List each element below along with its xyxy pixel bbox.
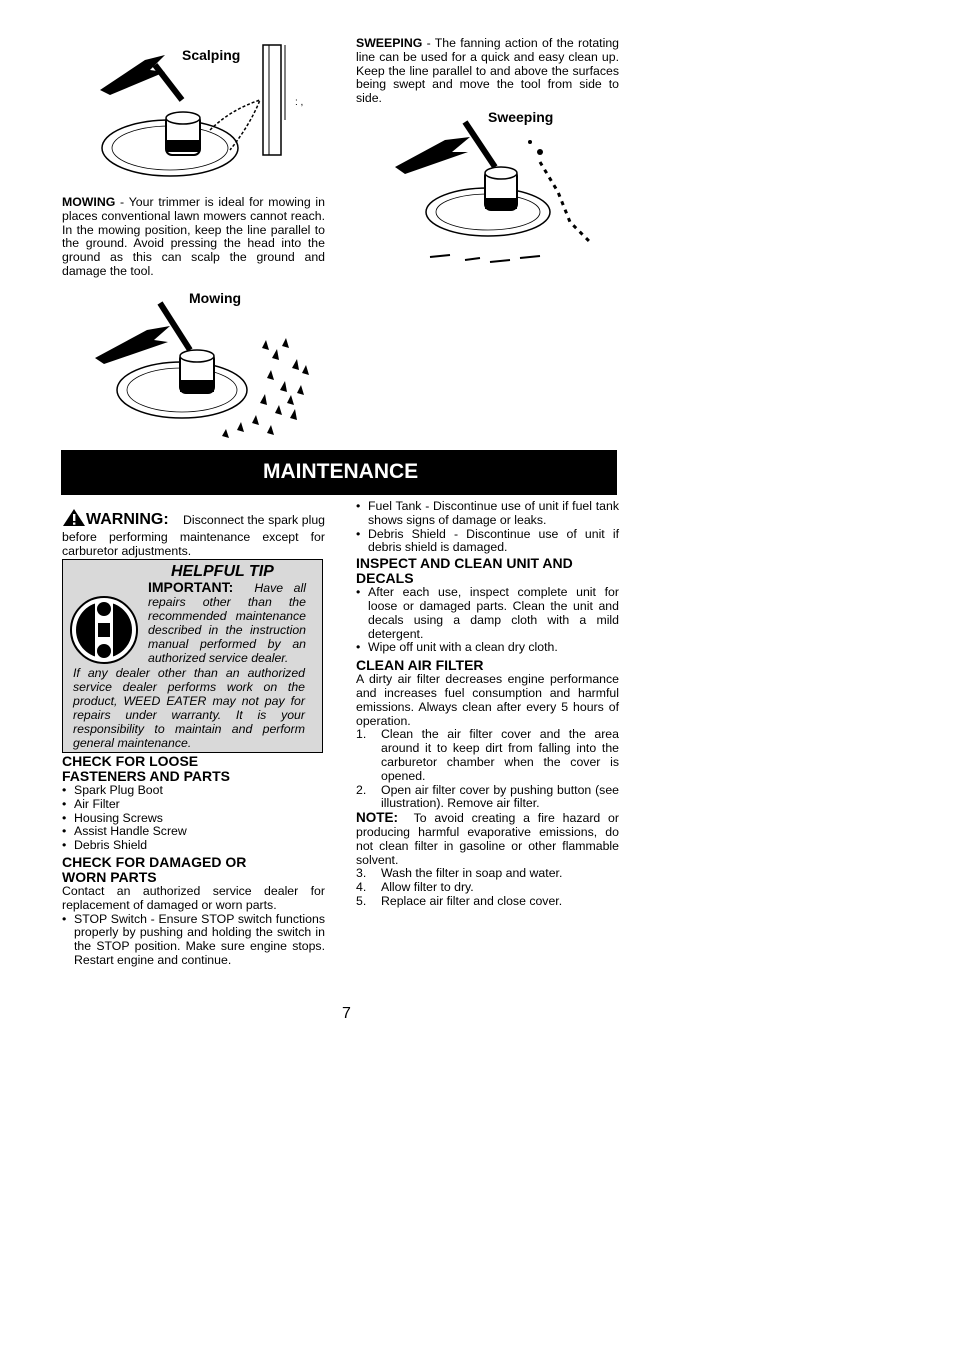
tip-body — [73, 667, 305, 750]
inspect-heading: INSPECT AND CLEAN UNIT AND DECALS — [356, 555, 573, 587]
mowing-illustration — [92, 298, 317, 446]
list-item — [356, 728, 619, 783]
step-text: Allow filter to dry. — [381, 880, 474, 895]
sweeping-illustration — [390, 112, 605, 272]
list-item: • Assist Handle Screw — [62, 825, 325, 839]
list-item: • After each use, inspect complete unit for loose or damaged parts. Clean the unit and decals using a damp cloth with a mild detergent. — [356, 586, 619, 641]
mowing-paragraph — [62, 196, 325, 279]
page-number: 7 — [342, 1005, 351, 1022]
mowing-body: - Your trimmer is ideal for mowing in places conventional lawn mowers cannot reach. In the mowing position, keep the line parallel to the ground. Avoid pressing the head into the ground as this can scalp the ground and damage the tool. — [62, 195, 325, 278]
step-text: Wash the filter in soap and water. — [381, 866, 563, 881]
list-item — [356, 867, 619, 881]
maintenance-banner — [61, 450, 617, 495]
air-filter-heading: CLEAN AIR FILTER — [356, 657, 484, 674]
sweeping-body: - The fanning action of the rotating line can be used for a quick and easy clean up. Keep the line parallel to and above the surfaces being swept and move the tool from side to side. — [356, 36, 619, 106]
list-item: • STOP Switch - Ensure STOP switch functions properly by pushing and holding the switch in the STOP position. Make sure engine stops. Restart engine and continue. — [62, 913, 325, 968]
tip-important — [148, 581, 306, 665]
note-paragraph — [356, 811, 619, 867]
warning-paragraph — [62, 508, 325, 558]
step-text: Replace air filter and close cover. — [381, 893, 563, 908]
step-text: Open air filter cover by pushing button (see illustration). Remove air filter. — [381, 782, 619, 811]
scalping-caption: Scalping — [182, 47, 241, 63]
air-filter-steps-b — [356, 867, 619, 908]
wrench-tip-icon — [69, 595, 139, 670]
air-filter-steps-a — [356, 728, 619, 811]
step-text: Clean the air filter cover and the area around it to keep dirt from falling into the carburetor chamber when the cover is opened. — [381, 727, 619, 783]
step-number: 2. — [356, 782, 367, 797]
helpful-tip-box — [62, 559, 323, 753]
mowing-caption: Mowing — [189, 290, 242, 306]
loose-heading-1: CHECK FOR LOOSE — [62, 753, 199, 769]
step-number: 5. — [356, 893, 367, 908]
sweeping-paragraph — [356, 37, 619, 106]
damaged-list-a — [62, 913, 325, 968]
note-body: To avoid creating a fire hazard or producing harmful evaporative emissions, do not clean filter in gasoline or other flammable solvent. — [356, 811, 619, 867]
step-number: 4. — [356, 880, 367, 895]
warning-block — [62, 508, 325, 558]
loose-list — [62, 784, 325, 853]
air-filter-intro: A dirty air filter decreases engine performance and increases fuel consumption and harmful emissions. Always clean after every 5 hours of operation. — [356, 672, 619, 728]
step-number: 1. — [356, 727, 367, 742]
right-column — [356, 500, 619, 909]
list-item — [356, 784, 619, 812]
list-item: • Air Filter — [62, 798, 325, 812]
svg-text:: ,: : , — [295, 97, 304, 108]
tip-important-paragraph — [148, 581, 306, 665]
list-item: • Debris Shield — [62, 839, 325, 853]
loose-heading-2: FASTENERS AND PARTS — [62, 768, 231, 784]
warning-label: WARNING: — [86, 511, 169, 528]
step-number: 3. — [356, 866, 367, 881]
helpful-tip-title: HELPFUL TIP — [171, 563, 274, 580]
sweeping-term: SWEEPING — [356, 36, 423, 50]
note-label: NOTE: — [356, 810, 398, 826]
damaged-heading-2: WORN PARTS — [62, 868, 157, 885]
list-item: • Spark Plug Boot — [62, 784, 325, 798]
tip-body-paragraph: If any dealer other than an authorized service dealer performs work on the product, WEED EATER may not pay for repairs under warranty. It is your responsibility to maintain and perform general maintenance. — [73, 666, 305, 750]
inspect-list — [356, 586, 619, 655]
damaged-list-b — [356, 500, 619, 555]
warning-body: Disconnect the spark plug before performing maintenance except for carburetor adjustments. — [62, 513, 325, 558]
list-item — [356, 881, 619, 895]
warning-triangle-icon — [62, 508, 86, 531]
tip-important-label: IMPORTANT: — [148, 579, 234, 595]
list-item — [356, 895, 619, 909]
list-item: • Wipe off unit with a clean dry cloth. — [356, 641, 619, 655]
damaged-body: Contact an authorized service dealer for replacement of damaged or worn parts. — [62, 883, 325, 912]
loose-fasteners-section — [62, 754, 325, 968]
tip-important-body: Have all repairs other than the recommended maintenance described in the instruction manual performed by an authorized service dealer. — [148, 581, 306, 665]
sweeping-caption: Sweeping — [488, 109, 554, 125]
list-item: • Debris Shield - Discontinue use of unit if debris shield is damaged. — [356, 528, 619, 556]
damaged-heading-1: CHECK FOR DAMAGED OR — [62, 853, 247, 870]
mowing-term: MOWING — [62, 195, 116, 209]
list-item: • Fuel Tank - Discontinue use of unit if fuel tank shows signs of damage or leaks. — [356, 500, 619, 528]
list-item: • Housing Screws — [62, 812, 325, 826]
maintenance-title: MAINTENANCE — [263, 460, 419, 483]
